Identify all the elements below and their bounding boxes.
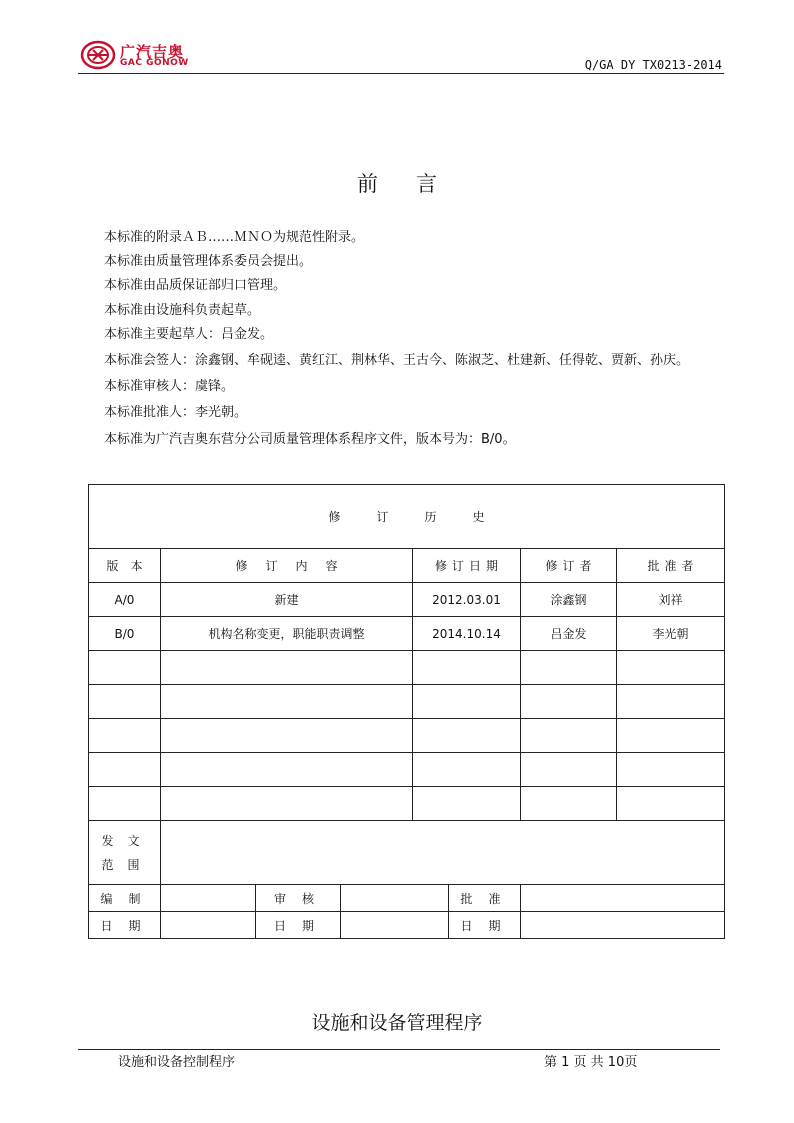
cell-content: [161, 685, 413, 719]
cell-content: [161, 753, 413, 787]
preface-line: 本标准审核人：虞锋。: [104, 379, 235, 395]
preface-title: 前言: [357, 172, 475, 196]
revision-history-table: [88, 484, 725, 939]
document-title: 设施和设备管理程序: [311, 1012, 483, 1034]
distribution-scope-label: [89, 821, 161, 885]
cell-reviser: [521, 787, 617, 821]
value-reviewer: [341, 885, 449, 912]
table-row: [89, 617, 725, 651]
cell-version: A/0: [89, 583, 161, 617]
table-header-row: [89, 549, 725, 583]
preface-line: 本标准批准人：李光朝。: [104, 405, 248, 421]
logo-text-cn: 广汽吉奥: [120, 43, 185, 61]
company-logo: [80, 40, 204, 72]
gac-emblem-icon: [80, 40, 116, 70]
cell-date: [413, 685, 521, 719]
cell-version: [89, 719, 161, 753]
header-reviser: 修订者: [521, 549, 617, 583]
header-divider: [78, 73, 724, 74]
distribution-scope-row: [89, 821, 725, 885]
label-author: 编制: [89, 885, 161, 912]
cell-version: [89, 753, 161, 787]
header-content: 修订内容: [161, 549, 413, 583]
preface-line: 本标准为广汽吉奥东营分公司质量管理体系程序文件，版本号为：B/0。: [104, 431, 516, 447]
preface-line: 本标准会签人：涂鑫钢、牟砚逵、黄红江、荆林华、王古今、陈淑芝、杜建新、任得乾、贾新、孙庆。: [104, 352, 690, 368]
footer-document-name: 设施和设备控制程序: [118, 1055, 236, 1070]
cell-version: [89, 787, 161, 821]
cell-date: [413, 787, 521, 821]
cell-version: [89, 685, 161, 719]
document-code: Q/GA DY TX0213-2014: [584, 58, 722, 72]
cell-reviser: [521, 651, 617, 685]
distribution-scope-value: [161, 821, 725, 885]
table-row: [89, 719, 725, 753]
preface-line: 本标准主要起草人：吕金发。: [104, 326, 274, 342]
cell-date: 2014.10.14: [413, 617, 521, 651]
cell-reviser: 涂鑫钢: [521, 583, 617, 617]
header-approver: 批准者: [617, 549, 725, 583]
scope-label-line: 范围: [101, 857, 154, 872]
preface-line: 本标准由质量管理体系委员会提出。: [104, 254, 313, 270]
label-author-date: 日期: [89, 912, 161, 939]
cell-approver: [617, 651, 725, 685]
cell-approver: [617, 685, 725, 719]
cell-approver: 刘祥: [617, 583, 725, 617]
preface-line: 本标准由品质保证部归口管理。: [104, 278, 287, 294]
preface-body: [104, 226, 744, 452]
value-reviewer-date: [341, 912, 449, 939]
scope-label-line: 发文: [101, 833, 154, 848]
cell-reviser: [521, 753, 617, 787]
cell-reviser: 吕金发: [521, 617, 617, 651]
footer-divider: [78, 1049, 720, 1050]
logo-text-en: GAC GONOW: [120, 58, 189, 68]
cell-approver: 李光朝: [617, 617, 725, 651]
cell-reviser: [521, 685, 617, 719]
cell-content: [161, 651, 413, 685]
cell-approver: [617, 787, 725, 821]
label-approver-date: 日期: [449, 912, 521, 939]
cell-content: 机构名称变更，职能职责调整: [161, 617, 413, 651]
cell-content: [161, 787, 413, 821]
date-row: [89, 912, 725, 939]
cell-approver: [617, 753, 725, 787]
value-author-date: [161, 912, 256, 939]
cell-reviser: [521, 719, 617, 753]
table-row: [89, 651, 725, 685]
cell-content: 新建: [161, 583, 413, 617]
label-reviewer: 审核: [256, 885, 341, 912]
table-row: [89, 787, 725, 821]
signature-row: [89, 885, 725, 912]
header-version: 版本: [89, 549, 161, 583]
value-approver-date: [521, 912, 725, 939]
revision-table-title: 修订历史: [89, 485, 725, 549]
cell-approver: [617, 719, 725, 753]
footer-page-info: 第 1 页 共 10页: [544, 1055, 638, 1070]
cell-date: [413, 753, 521, 787]
cell-version: B/0: [89, 617, 161, 651]
value-author: [161, 885, 256, 912]
value-approver: [521, 885, 725, 912]
label-approver: 批准: [449, 885, 521, 912]
cell-content: [161, 719, 413, 753]
preface-line: 本标准由设施科负责起草。: [104, 302, 261, 318]
header-date: 修订日期: [413, 549, 521, 583]
preface-line: 本标准的附录ＡＢ……ＭＮＯ为规范性附录。: [104, 230, 365, 245]
label-reviewer-date: 日期: [256, 912, 341, 939]
table-row: [89, 753, 725, 787]
cell-date: [413, 651, 521, 685]
cell-date: 2012.03.01: [413, 583, 521, 617]
cell-date: [413, 719, 521, 753]
cell-version: [89, 651, 161, 685]
table-row: [89, 583, 725, 617]
table-row: [89, 685, 725, 719]
